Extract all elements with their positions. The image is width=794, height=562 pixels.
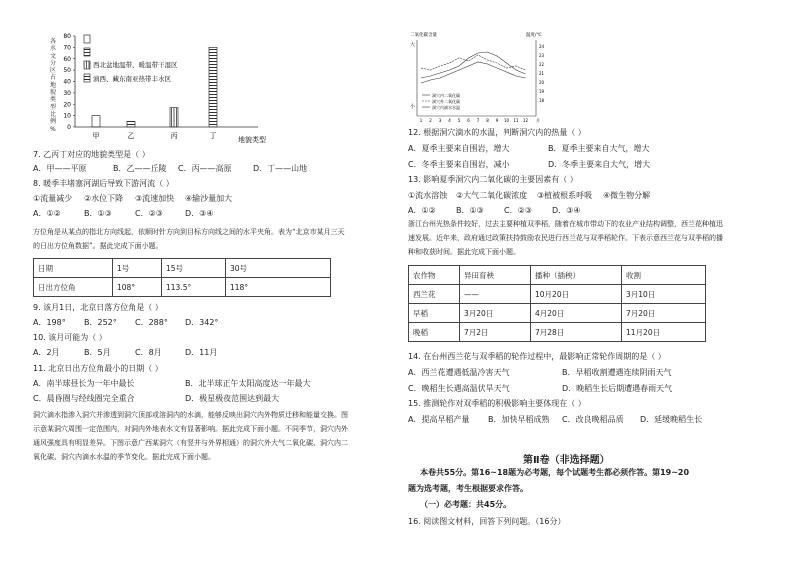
y-label-char: 地 [50, 81, 57, 89]
y-tick-label: 80 [63, 33, 71, 40]
azimuth-table [33, 258, 331, 297]
left-axis-bottom-label: 小 [410, 104, 416, 110]
q13-item: ④微生物分解 [603, 191, 651, 200]
y-tick-label: 40 [63, 78, 71, 86]
x-unit: 月 [536, 118, 540, 123]
q8-item: ③流速加快 [135, 194, 175, 203]
x-tick-label: 11 [513, 118, 519, 123]
q15-option[interactable]: B．加快早稻成熟 [488, 415, 550, 424]
q14-option[interactable]: D．晚稻生长后期遭遇春雨天气 [562, 384, 673, 393]
q9-option[interactable]: B．252° [84, 318, 117, 327]
q9-stem: 9. 该月1日，北京日落方位角是（ ） [33, 303, 163, 312]
x-tick-label: 9 [495, 118, 499, 123]
q11-option[interactable]: C．晨昏圈与经线圈完全重合 [33, 394, 135, 403]
q8-option[interactable]: D．③④ [185, 209, 214, 218]
legend-label-3: 滇西、藏东南亚热带丰水区 [93, 75, 171, 83]
passage-rotation: 浙江台州光热条件较好，过去主要种植双季稻，随着在城市带动下的农业产业结构调整，西兰花种植迅速发展。近年来，政府通过政策扶持鼓励农民进行西兰花与双季稻轮作。下表示意西兰花与双季稻的播种和收获时间。据此完成下面小题。 [408, 220, 723, 256]
q7-option[interactable]: A．甲——平原 [33, 164, 87, 173]
x-tick-label: 10 [503, 118, 510, 123]
legend-swatch-4 [84, 74, 90, 82]
q8-option[interactable]: B．①③ [84, 209, 112, 218]
q16-stem: 16. 阅读图文材料，回答下列问题。（16分） [408, 517, 566, 526]
q9-option[interactable]: C．288° [135, 318, 168, 327]
legend-label-2: 西北盆地温带、暖温带干湿区 [93, 61, 178, 69]
table-row [409, 266, 706, 285]
y-label-char: 貌 [50, 89, 57, 97]
y-label-char: 比 [50, 110, 57, 118]
y-tick-label: 50 [63, 67, 71, 75]
q13-option[interactable]: C．②③ [504, 206, 532, 215]
table-cell: 113.5° [162, 278, 226, 297]
q15-option[interactable]: D．延缓晚稻生长 [640, 415, 703, 424]
q10-option[interactable]: C．8月 [135, 348, 162, 357]
bar-乙 [127, 121, 135, 127]
table-cell: 异田育秧 [460, 266, 531, 285]
q8-option[interactable]: C．②③ [135, 209, 163, 218]
right-tick-label: 19 [539, 89, 545, 94]
right-tick-label: 23 [539, 53, 545, 58]
q12-option[interactable]: C．冬季主要来自围岩，减小 [408, 160, 510, 169]
table-row [409, 304, 706, 323]
passage-cave: 洞穴滴水指渗入洞穴并渗透到洞穴顶部或溶洞内的水滴，能够反映出洞穴内外物质迁移和能量交换。图示意某洞穴周围一定范围内，对洞内外地表水文有显著影响。据此完成下面小题。不同季节，洞穴内外通风强度具有明显差异。下图示意广西某洞穴（有竖井与外界相通）的洞穴外大气二氧化碳、洞穴内二氧化碳、洞穴内滴水水温的季节变化。据此完成下面小题。 [33, 411, 348, 461]
category-label: 甲 [92, 132, 100, 140]
y-tick-label: 70 [63, 44, 71, 52]
table-row [34, 278, 331, 297]
y-label-char: 例 [50, 118, 57, 126]
right-tick-label: 20 [539, 80, 545, 85]
line-cave-co2 [421, 52, 526, 78]
q13-item: ①流水溶蚀 [408, 191, 448, 200]
q12-option[interactable]: A．夏季主要来自围岩，增大 [408, 144, 510, 153]
q7-option[interactable]: C．丙——高原 [178, 164, 232, 173]
legend-label: 洞穴内二氧化碳 [432, 93, 460, 98]
table-cell: 晚稻 [409, 323, 460, 342]
y-label-char: 水 [50, 45, 57, 53]
y-tick-label: 20 [63, 101, 71, 109]
table-cell: 108° [113, 278, 162, 297]
q13-item: ②大气二氧化碳浓度 [456, 191, 528, 200]
table-cell: 7月20日 [622, 304, 706, 323]
y-label-char: 类 [50, 96, 57, 104]
q14-option[interactable]: B．早稻收割遭遇连续阴雨天气 [562, 368, 672, 377]
table-cell: 4月20日 [531, 304, 622, 323]
y-tick-label: 60 [63, 55, 71, 63]
q12-option[interactable]: D．冬季主要来自大气，增大 [548, 160, 651, 169]
table-row [409, 323, 706, 342]
left-axis-top-label: 大 [410, 42, 416, 48]
landform-bar-chart [58, 30, 358, 145]
q14-option[interactable]: A．西兰花遭遇低温冷害天气 [408, 368, 510, 377]
x-tick-label: 8 [486, 118, 489, 123]
table-cell: 早稻 [409, 304, 460, 323]
crop-table [408, 265, 706, 342]
q11-stem: 11. 北京日出方位角最小的日期（ ） [33, 364, 163, 373]
passage-azimuth: 方位角是从某点的指北方向线起，依顺时针方向到目标方向线之间的水平夹角。表为“北京市某月三天的日出方位角数据”。据此完成下面小题。 [33, 228, 345, 250]
part-title: （一）必考题：共45分。 [420, 500, 512, 509]
q9-option[interactable]: D．342° [185, 318, 219, 327]
table-cell: 30号 [226, 259, 331, 278]
y-label-char: 分 [50, 59, 57, 67]
table-cell: 1号 [113, 259, 162, 278]
x-tick-label: 6 [467, 118, 470, 123]
q10-option[interactable]: B．5月 [84, 348, 111, 357]
q13-option[interactable]: A．①② [408, 206, 436, 215]
table-cell: 7月2日 [460, 323, 531, 342]
table-cell: 3月20日 [460, 304, 531, 323]
q10-option[interactable]: D．11月 [185, 348, 218, 357]
q12-option[interactable]: B．夏季主要来自大气，增大 [548, 144, 650, 153]
category-label: 丙 [170, 132, 178, 140]
category-label: 乙 [127, 132, 135, 140]
q13-item: ③植被根系呼吸 [537, 191, 593, 200]
table-cell: 15号 [162, 259, 226, 278]
q8-item: ②水位下降 [84, 194, 124, 203]
right-axis-title: 温度/℃ [526, 33, 542, 38]
q10-stem: 10. 该月可能为（ ） [33, 333, 107, 342]
left-chart-y-label [50, 38, 58, 133]
x-tick-label: 12 [522, 118, 529, 123]
q11-option[interactable]: D．极星极夜范围达到最大 [185, 394, 280, 403]
y-label-char: 占 [50, 74, 57, 82]
table-cell: 播种（插秧） [531, 266, 622, 285]
x-tick-label: 4 [448, 118, 451, 123]
q13-option[interactable]: B．①③ [456, 206, 484, 215]
q14-stem: 14. 在台州西兰花与双季稻的轮作过程中，最影响正常轮作周期的是（ ） [408, 352, 666, 361]
y-label-char: 文 [50, 52, 57, 60]
table-row [34, 259, 331, 278]
q9-option[interactable]: A．198° [33, 318, 66, 327]
y-label-char: % [50, 125, 56, 133]
table-cell: 日出方位角 [34, 278, 113, 297]
cave-line-chart [408, 28, 568, 128]
table-cell: 农作物 [409, 266, 460, 285]
section-note: 题为选考题，考生根据要求作答。 [408, 484, 528, 493]
section-note: 本卷共55分。第16~18题为必考题，每个试题考生都必须作答。第19~20 [420, 468, 690, 477]
right-tick-label: 24 [539, 44, 545, 49]
table-cell: 收割 [622, 266, 706, 285]
q13-stem: 13. 影响夏季洞穴内二氧化碳的主要因素有（ ） [408, 175, 578, 184]
table-row [409, 285, 706, 304]
y-tick-label: 10 [63, 112, 71, 120]
q15-option[interactable]: A．提高早稻产量 [408, 415, 470, 424]
q11-option[interactable]: A．南半球昼长为一年中最长 [33, 379, 135, 388]
left-axis-title: 二氧化碳含量 [410, 33, 437, 38]
x-tick-label: 7 [476, 118, 480, 123]
legend-swatch-1 [84, 35, 90, 43]
q15-option[interactable]: C．改良晚稻品质 [562, 415, 624, 424]
q8-stem: 8. 暖季丰堵塞河湖后导致下游河流（ ） [33, 179, 174, 188]
table-cell: 10月20日 [531, 285, 622, 304]
q8-option[interactable]: A．①② [33, 209, 61, 218]
legend-swatch-3 [84, 61, 90, 69]
q13-option[interactable]: D．③④ [552, 206, 581, 215]
right-column [400, 0, 794, 562]
right-tick-label: 22 [539, 62, 545, 67]
q8-item: ①流量减少 [33, 194, 73, 203]
x-tick-label: 5 [457, 118, 461, 123]
bar-甲 [92, 116, 100, 127]
legend-swatch-2 [84, 48, 90, 56]
x-tick-label: 2 [429, 118, 432, 123]
category-label: 丁 [209, 132, 217, 140]
table-cell: 7月28日 [531, 323, 622, 342]
table-cell: —— [460, 285, 531, 304]
table-cell: 11月20日 [622, 323, 706, 342]
q10-option[interactable]: A．2月 [33, 348, 60, 357]
bar-丙 [170, 108, 178, 127]
y-label-char: 区 [50, 67, 57, 75]
q14-option[interactable]: C．晚稻生长遇高温伏旱天气 [408, 384, 510, 393]
q8-item: ④输沙量加大 [185, 194, 233, 203]
y-label-char: 各 [50, 38, 57, 45]
bar-丁 [209, 47, 217, 127]
x-tick-label: 3 [438, 118, 442, 123]
table-cell: 日期 [34, 259, 113, 278]
right-tick-label: 18 [539, 98, 545, 103]
section-title: 第Ⅱ卷（非选择题） [523, 455, 610, 466]
q7-stem: 7. 乙丙丁对应的地貌类型是（ ） [33, 150, 150, 159]
x-axis-title: 地貌类型 [238, 136, 266, 144]
line-outside-co2 [421, 55, 526, 70]
q12-stem: 12. 根据洞穴滴水的水温，判断洞穴内的热量（ ） [408, 128, 586, 137]
q7-option[interactable]: D．丁——山地 [253, 164, 308, 173]
q11-option[interactable]: B．北半球正午太阳高度达一年最大 [185, 379, 311, 388]
y-tick-label: 0 [67, 124, 71, 131]
q7-option[interactable]: B．乙——丘陵 [113, 164, 167, 173]
y-tick-label: 30 [63, 89, 71, 97]
table-cell: 西兰花 [409, 285, 460, 304]
right-tick-label: 21 [539, 71, 545, 76]
q15-stem: 15. 推测轮作对双季稻的积极影响主要体现在（ ） [408, 399, 586, 408]
table-cell: 3月10日 [622, 285, 706, 304]
table-cell: 118° [226, 278, 331, 297]
legend-label: 洞穴内滴水水温 [432, 105, 460, 110]
legend-label: 洞穴外二氧化碳 [432, 99, 460, 104]
x-tick-label: 1 [419, 118, 423, 123]
y-label-char: 型 [50, 103, 57, 111]
